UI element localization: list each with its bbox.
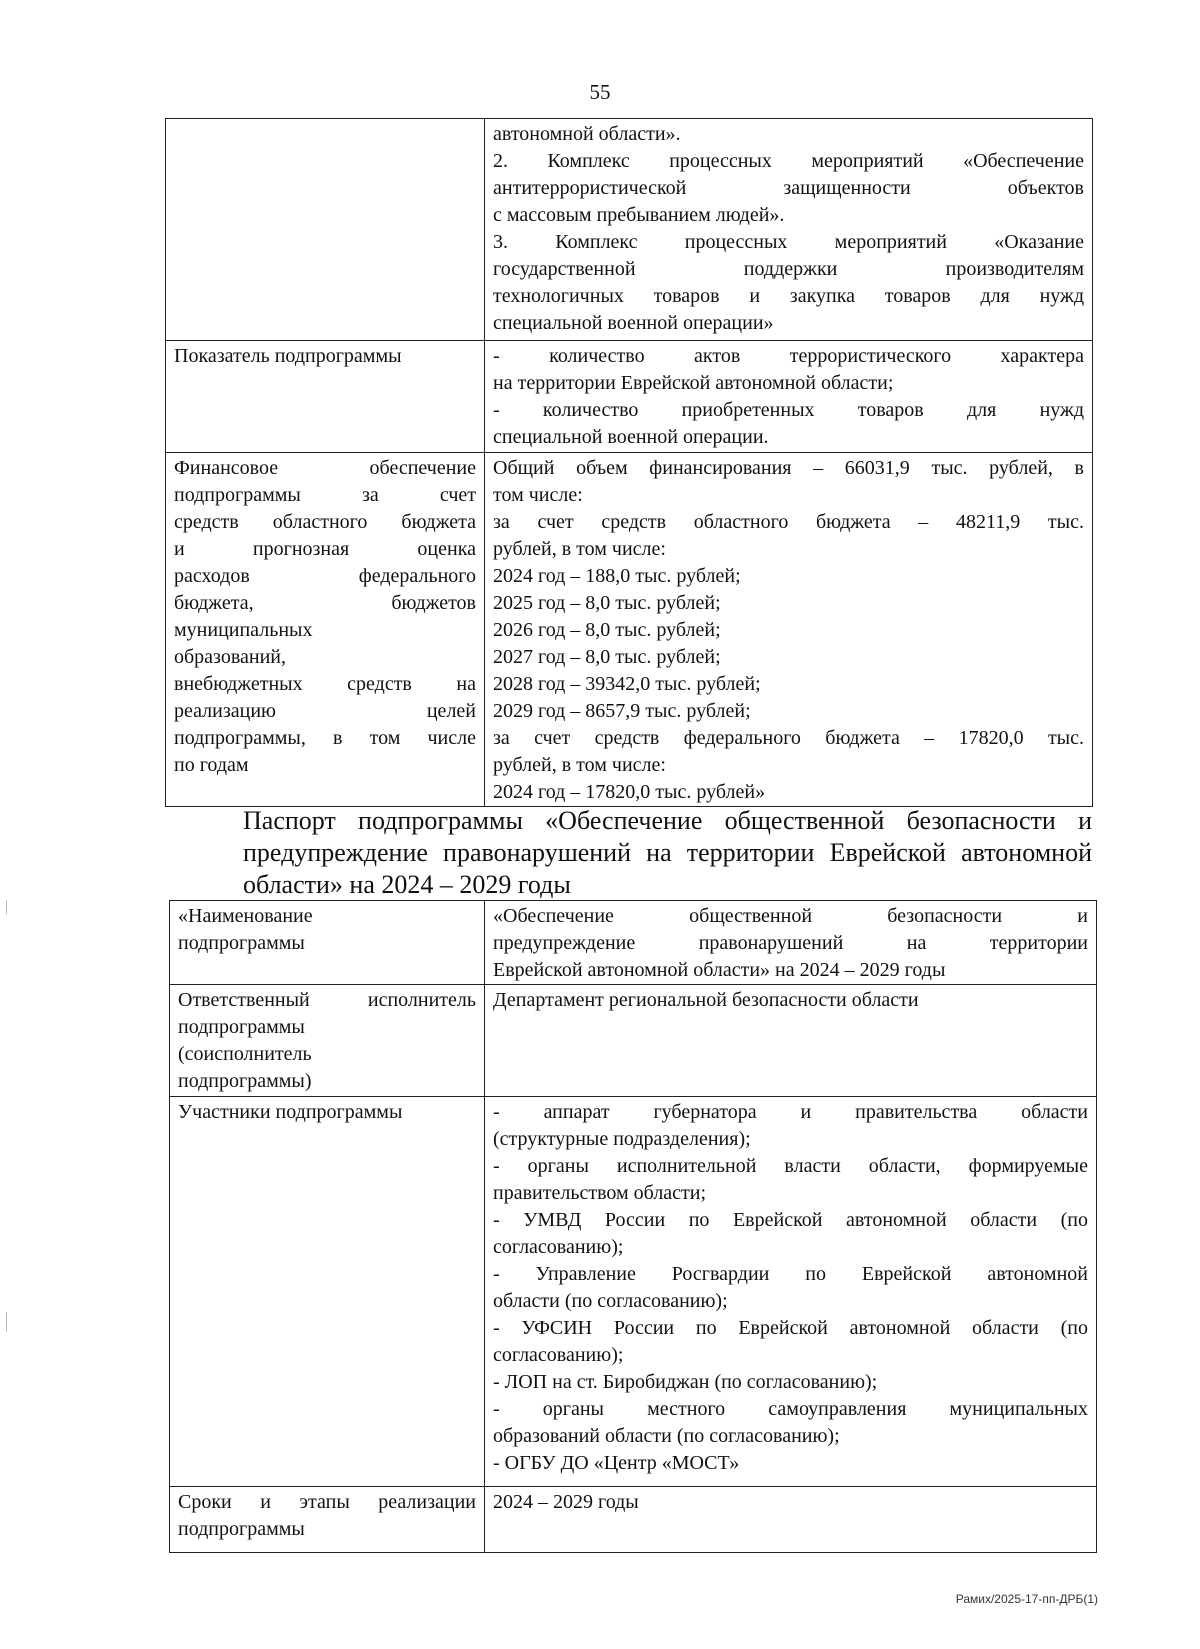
text-line: автономной области». [493, 123, 681, 145]
label-cell [170, 985, 485, 1097]
text-line: 2029 год – 8657,9 тыс. рублей; [493, 700, 751, 722]
text-line: 2024 – 2029 годы [493, 1491, 639, 1513]
text-line: - органы исполнительной власти области, формируемые [493, 1155, 1088, 1177]
text-line: «Наименование [178, 905, 313, 927]
text-line: - аппарат губернатора и правительства области [493, 1101, 1088, 1123]
text-line: рублей, в том числе: [493, 538, 666, 560]
label-cell [166, 119, 485, 341]
text-line: Департамент региональной безопасности области [493, 989, 919, 1011]
text-line: государственной поддержки производителям [493, 258, 1084, 280]
text-line: антитеррористической защищенности объектов [493, 177, 1084, 199]
text-line: и прогнозная оценка [174, 538, 476, 560]
text-line: Финансовое обеспечение [174, 457, 476, 479]
text-line: Общий объем финансирования – 66031,9 тыс. рублей, в [493, 457, 1084, 479]
text-line: специальной военной операции» [493, 312, 774, 334]
text-line: 2024 год – 188,0 тыс. рублей; [493, 565, 741, 587]
subprogram-table-continued [165, 118, 1093, 807]
text-line: внебюджетных средств на [174, 673, 476, 695]
text-line: - УМВД России по Еврейской автономной области (по [493, 1209, 1088, 1231]
text-line: расходов федерального [174, 565, 476, 587]
label-cell [170, 1487, 485, 1553]
subprogram-passport-table [169, 900, 1097, 1553]
text-line: образований, [174, 646, 287, 668]
text-line: с массовым пребыванием людей». [493, 204, 785, 226]
heading-line: предупреждение правонарушений на территории Еврейской автономной [243, 838, 1092, 867]
text-line: рублей, в том числе: [493, 754, 666, 776]
section-heading [180, 805, 1092, 901]
text-line: 2. Комплекс процессных мероприятий «Обеспечение [493, 150, 1084, 172]
text-line: муниципальных [174, 619, 313, 641]
text-line: за счет средств областного бюджета – 48211,9 тыс. [493, 511, 1084, 533]
text-line: Участники подпрограммы [178, 1101, 403, 1123]
text-line: подпрограммы [178, 1016, 305, 1038]
content-cell [485, 1097, 1097, 1487]
text-line: предупреждение правонарушений на территории [493, 932, 1088, 954]
content-cell [485, 453, 1093, 807]
scan-artifact [6, 900, 7, 914]
text-line: 2026 год – 8,0 тыс. рублей; [493, 619, 721, 641]
text-line: средств областного бюджета [174, 511, 476, 533]
table-row [170, 985, 1097, 1097]
text-line: - УФСИН России по Еврейской автономной области (по [493, 1317, 1088, 1339]
text-line: том числе: [493, 484, 583, 506]
table-row [166, 119, 1093, 341]
text-line: - ОГБУ ДО «Центр «МОСТ» [493, 1452, 740, 1474]
text-line: области (по согласованию); [493, 1290, 728, 1312]
table-row [170, 901, 1097, 985]
text-line: Показатель подпрограммы [174, 345, 402, 367]
page-number: 55 [589, 80, 611, 104]
table1-body [166, 119, 1093, 807]
document-code-footer: Рамих/2025-17-пп-ДРБ(1) [955, 1592, 1098, 1606]
heading-line: области» на 2024 – 2029 годы [243, 870, 571, 899]
text-line: специальной военной операции. [493, 426, 769, 448]
text-line: Еврейской автономной области» на 2024 – 2029 годы [493, 959, 946, 981]
text-line: 2028 год – 39342,0 тыс. рублей; [493, 673, 761, 695]
text-line: Ответственный исполнитель [178, 989, 476, 1011]
text-line: образований области (по согласованию); [493, 1425, 840, 1447]
text-line: технологичных товаров и закупка товаров для нужд [493, 285, 1084, 307]
text-line: бюджета, бюджетов [174, 592, 476, 614]
content-cell [485, 1487, 1097, 1553]
table-row [166, 453, 1093, 807]
table-row [166, 341, 1093, 453]
text-line: 2027 год – 8,0 тыс. рублей; [493, 646, 721, 668]
text-line: подпрограммы за счет [174, 484, 476, 506]
text-line: (структурные подразделения); [493, 1128, 751, 1150]
text-line: - органы местного самоуправления муниципальных [493, 1398, 1088, 1420]
table-row [170, 1097, 1097, 1487]
text-line: подпрограммы, в том числе [174, 727, 476, 749]
content-cell [485, 119, 1093, 341]
text-line: 3. Комплекс процессных мероприятий «Оказание [493, 231, 1084, 253]
text-line: за счет средств федерального бюджета – 17820,0 тыс. [493, 727, 1084, 749]
text-line: 2025 год – 8,0 тыс. рублей; [493, 592, 721, 614]
text-line: по годам [174, 754, 249, 776]
label-cell [170, 1097, 485, 1487]
text-line: подпрограммы) [178, 1070, 312, 1092]
content-cell [485, 985, 1097, 1097]
text-line: согласованию); [493, 1236, 624, 1258]
text-line: подпрограммы [178, 1518, 305, 1540]
text-line: 2024 год – 17820,0 тыс. рублей» [493, 781, 766, 803]
text-line: согласованию); [493, 1344, 624, 1366]
text-line: реализацию целей [174, 700, 476, 722]
text-line: - ЛОП на ст. Биробиджан (по согласованию); [493, 1371, 878, 1393]
table2-body [170, 901, 1097, 1553]
label-cell [166, 453, 485, 807]
scan-artifact [6, 1312, 7, 1332]
text-line: «Обеспечение общественной безопасности и [493, 905, 1088, 927]
text-line: правительством области; [493, 1182, 707, 1204]
text-line: подпрограммы [178, 932, 305, 954]
content-cell [485, 901, 1097, 985]
table-row [170, 1487, 1097, 1553]
label-cell [170, 901, 485, 985]
label-cell [166, 341, 485, 453]
text-line: на территории Еврейской автономной области; [493, 372, 894, 394]
text-line: Сроки и этапы реализации [178, 1491, 476, 1513]
heading-line: Паспорт подпрограммы «Обеспечение общественной безопасности и [243, 806, 1092, 835]
text-line: - количество приобретенных товаров для нужд [493, 399, 1084, 421]
text-line: - количество актов террористического характера [493, 345, 1084, 367]
text-line: (соисполнитель [178, 1043, 312, 1065]
text-line: - Управление Росгвардии по Еврейской автономной [493, 1263, 1088, 1285]
content-cell [485, 341, 1093, 453]
